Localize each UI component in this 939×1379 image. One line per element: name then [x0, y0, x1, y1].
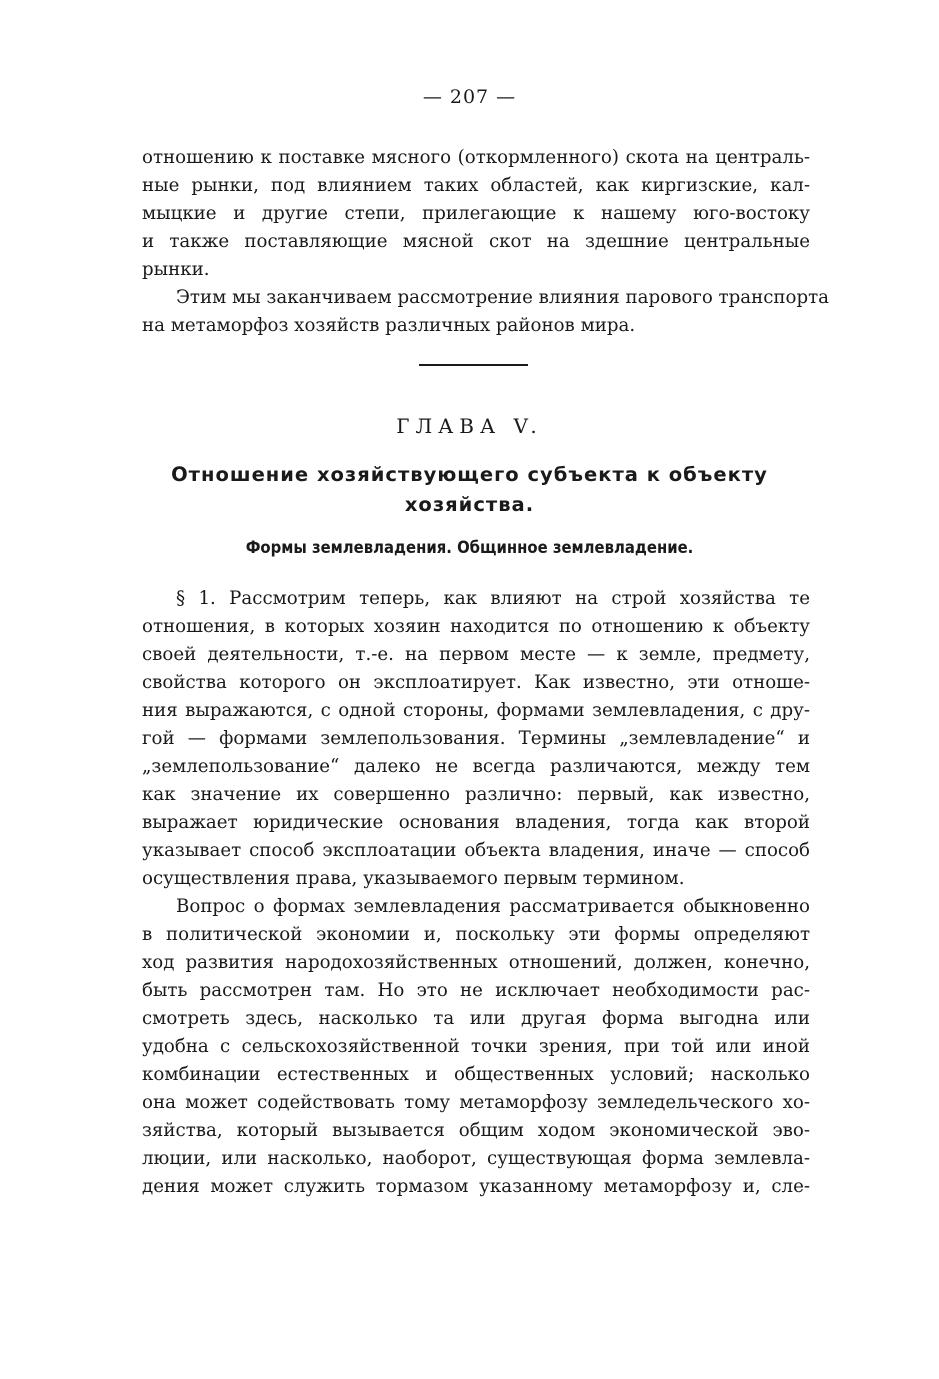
text-line: свойства которого он эксплоатирует. Как известно, эти отноше- — [142, 672, 810, 693]
text-line: она может содействовать тому метаморфозу земледельческого хо- — [142, 1092, 810, 1113]
text-line: дения может служить тормазом указанному метаморфозу и, сле- — [142, 1176, 810, 1197]
text-line: ния выражаются, с одной стороны, формами землевладения, с дру- — [142, 700, 810, 721]
text-line: мыцкие и другие степи, прилегающие к нашему юго-востоку — [142, 203, 810, 224]
text-line: § 1. Рассмотрим теперь, как влияют на строй хозяйства те — [176, 588, 810, 609]
section-title: Формы землевладения. Общинное землевладение. — [245, 538, 694, 557]
text-line: и также поставляющие мясной скот на здешние центральные — [142, 231, 810, 252]
text-line: смотреть здесь, насколько та или другая форма выгодна или — [142, 1008, 810, 1029]
text-line: зяйства, который вызывается общим ходом экономической эво- — [142, 1120, 810, 1141]
text-line: быть рассмотрен там. Но это не исключает необходимости рас- — [142, 980, 810, 1001]
text-line: ход развития народохозяйственных отношений, должен, конечно, — [142, 952, 810, 973]
text-line: на метаморфоз хозяйств различных районов мира. — [142, 315, 636, 336]
text-line: комбинации естественных и общественных условий; насколько — [142, 1064, 810, 1085]
text-line: Вопрос о формах землевладения рассматривается обыкновенно — [176, 896, 810, 917]
text-line: удобна с сельскохозяйственной точки зрения, при той или иной — [142, 1036, 810, 1057]
chapter-title-line-2: хозяйства. — [404, 493, 535, 516]
text-line: как значение их совершенно различно: первый, как известно, — [142, 784, 810, 805]
text-line: люции, или насколько, наоборот, существующая форма землевла- — [142, 1148, 810, 1169]
text-line: осуществления права, указываемого первым термином. — [142, 868, 685, 889]
text-line: гой — формами землепользования. Термины „землевладение“ и — [142, 728, 810, 749]
chapter-title-line-1: Отношение хозяйствующего субъекта к объекту — [171, 463, 768, 486]
text-line: Этим мы заканчиваем рассмотрение влияния парового транспорта — [176, 287, 830, 308]
text-line: в политической экономии и, поскольку эти формы определяют — [142, 924, 810, 945]
text-line: рынки. — [142, 259, 210, 280]
text-line: „землепользование“ далеко не всегда различаются, между тем — [142, 756, 810, 777]
text-line: ные рынки, под влиянием таких областей, как киргизские, кал- — [142, 175, 810, 196]
page-number: — 207 — — [422, 86, 517, 108]
text-line: отношению к поставке мясного (откормленного) скота на централь- — [142, 147, 810, 168]
text-line: своей деятельности, т.-е. на первом месте — к земле, предмету, — [142, 644, 810, 665]
section-divider — [419, 364, 528, 366]
text-line: указывает способ эксплоатации объекта владения, иначе — способ — [142, 840, 810, 861]
chapter-heading: ГЛАВА V. — [396, 414, 543, 438]
text-line: отношения, в которых хозяин находится по отношению к объекту — [142, 616, 810, 637]
text-line: выражает юридические основания владения, тогда как второй — [142, 812, 810, 833]
